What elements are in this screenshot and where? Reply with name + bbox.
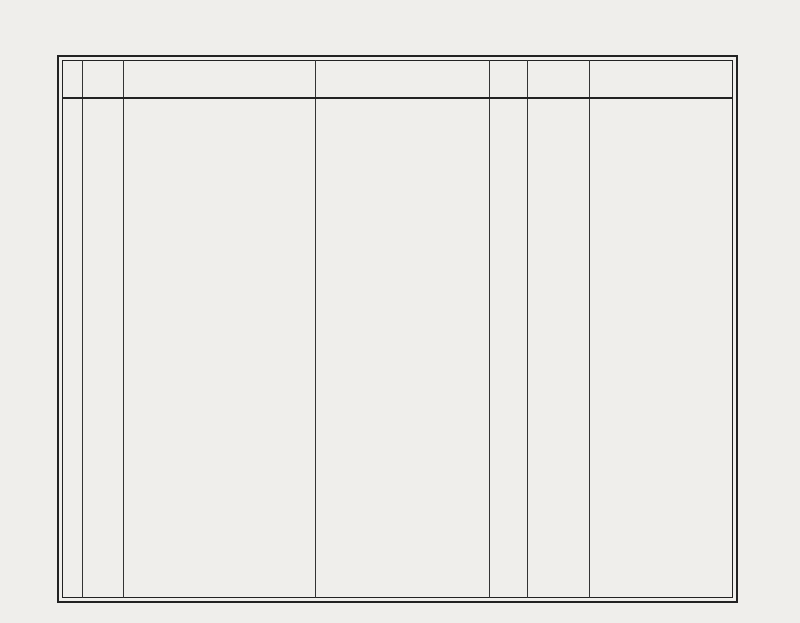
table-inner-frame: [62, 60, 733, 598]
col-divider: [123, 60, 124, 598]
col-divider: [489, 60, 490, 598]
col-divider: [527, 60, 528, 598]
header-rule: [62, 97, 733, 99]
col-divider: [82, 60, 83, 598]
col-divider: [589, 60, 590, 598]
col-divider: [315, 60, 316, 598]
